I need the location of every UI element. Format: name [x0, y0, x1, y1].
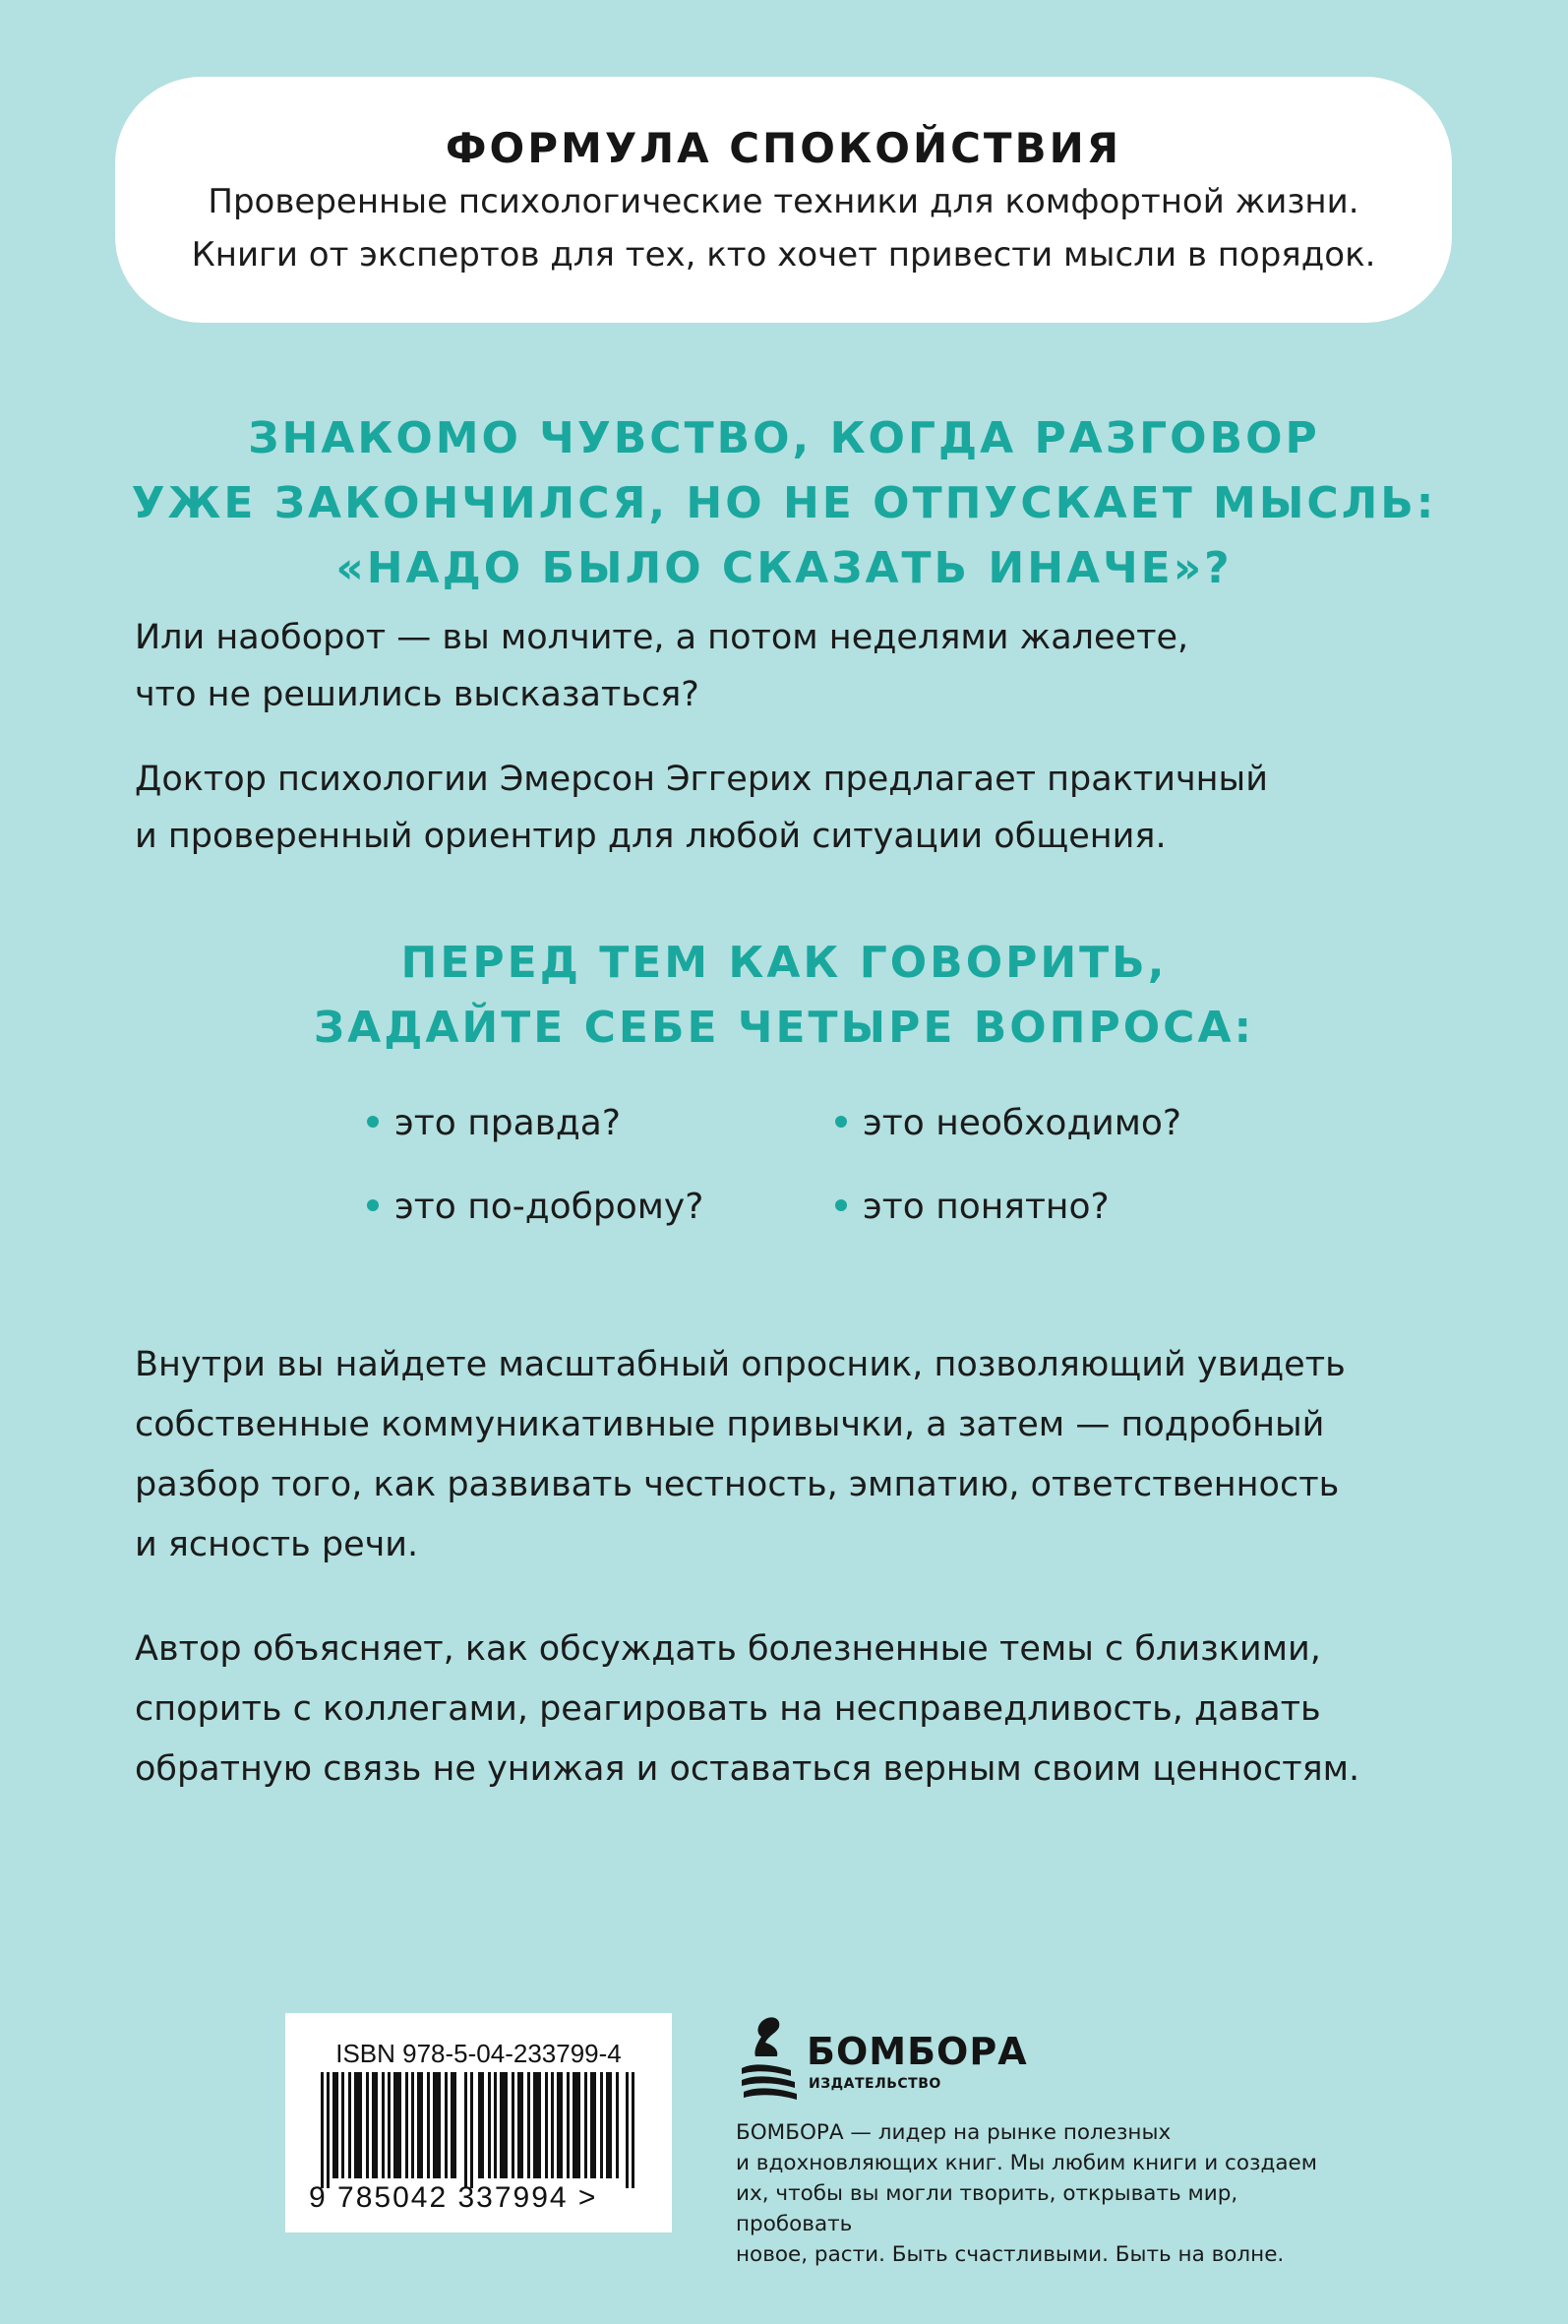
paragraph-3	[135, 1335, 1443, 1575]
headline-questions-line-1: ПЕРЕД ТЕМ КАК ГОВОРИТЬ,	[400, 938, 1168, 988]
paragraph-3-line-3: разбор того, как развивать честность, эмпатию, ответственность	[135, 1465, 1340, 1504]
paragraph-4-line-3: обратную связь не унижая и оставаться верным своим ценностям.	[135, 1749, 1360, 1789]
series-banner	[115, 77, 1452, 323]
paragraph-4-line-1: Автор объясняет, как обсуждать болезненные темы с близкими,	[135, 1629, 1321, 1669]
paragraph-1-line-2: что не решились высказаться?	[135, 675, 699, 714]
publisher-description	[736, 2117, 1346, 2270]
headline-intro-line-2: УЖЕ ЗАКОНЧИЛСЯ, НО НЕ ОТПУСКАЕТ МЫСЛЬ:	[131, 478, 1437, 528]
publisher-line-2: и вдохновляющих книг. Мы любим книги и создаем	[736, 2151, 1317, 2175]
question-text: это необходимо?	[863, 1103, 1182, 1143]
question-text: это по-доброму?	[394, 1187, 704, 1227]
paragraph-2-line-1: Доктор психологии Эмерсон Эггерих предлагает практичный	[135, 760, 1268, 799]
isbn-label: ISBN 978-5-04-233799-4	[335, 2039, 622, 2068]
bullet-dot-icon	[367, 1116, 379, 1128]
paragraph-2	[135, 751, 1443, 865]
paragraph-4	[135, 1620, 1443, 1800]
headline-questions-line-2: ЗАДАЙТЕ СЕБЕ ЧЕТЫРЕ ВОПРОСА:	[313, 1003, 1255, 1053]
paragraph-1	[135, 609, 1443, 723]
paragraph-4-line-2: спорить с коллегами, реагировать на несправедливость, давать	[135, 1689, 1321, 1729]
question-item	[367, 1184, 703, 1231]
paragraph-2-line-2: и проверенный ориентир для любой ситуации общения.	[135, 817, 1167, 856]
barcode	[321, 2072, 637, 2188]
question-item	[835, 1184, 1110, 1231]
bullet-dot-icon	[835, 1199, 847, 1211]
headline-intro-line-3: «НАДО БЫЛО СКАЗАТЬ ИНАЧЕ»?	[335, 543, 1233, 593]
headline-questions	[0, 931, 1568, 1061]
paragraph-3-line-4: и ясность речи.	[135, 1525, 419, 1564]
headline-intro	[0, 406, 1568, 601]
publisher-logo-name: БОМБОРА	[807, 2030, 1028, 2073]
headline-intro-line-1: ЗНАКОМО ЧУВСТВО, КОГДА РАЗГОВОР	[248, 413, 1320, 463]
bullet-dot-icon	[367, 1199, 379, 1211]
series-title: ФОРМУЛА СПОКОЙСТВИЯ	[445, 124, 1122, 172]
paragraph-3-line-2: собственные коммуникативные привычки, а затем — подробный	[135, 1405, 1325, 1444]
question-item	[835, 1100, 1181, 1147]
question-item	[367, 1100, 621, 1147]
publisher-line-4: новое, расти. Быть счастливыми. Быть на волне.	[736, 2242, 1285, 2267]
publisher-logo-sub: ИЗДАТЕЛЬСТВО	[809, 2076, 941, 2092]
question-text: это правда?	[394, 1103, 621, 1143]
bullet-dot-icon	[835, 1116, 847, 1128]
series-line-2: Книги от экспертов для тех, кто хочет привести мысли в порядок.	[191, 235, 1376, 275]
series-line-1: Проверенные психологические техники для комфортной жизни.	[208, 182, 1359, 221]
barcode-panel	[285, 2013, 672, 2232]
publisher-line-1: БОМБОРА — лидер на рынке полезных	[736, 2120, 1172, 2145]
paragraph-1-line-1: Или наоборот — вы молчите, а потом неделями жалеете,	[135, 618, 1189, 657]
question-text: это понятно?	[863, 1187, 1110, 1227]
barcode-digits: 9 785042 337994 >	[309, 2181, 598, 2214]
publisher-line-3: их, чтобы вы могли творить, открывать мир, пробовать	[736, 2181, 1238, 2236]
paragraph-3-line-1: Внутри вы найдете масштабный опросник, позволяющий увидеть	[135, 1345, 1346, 1384]
